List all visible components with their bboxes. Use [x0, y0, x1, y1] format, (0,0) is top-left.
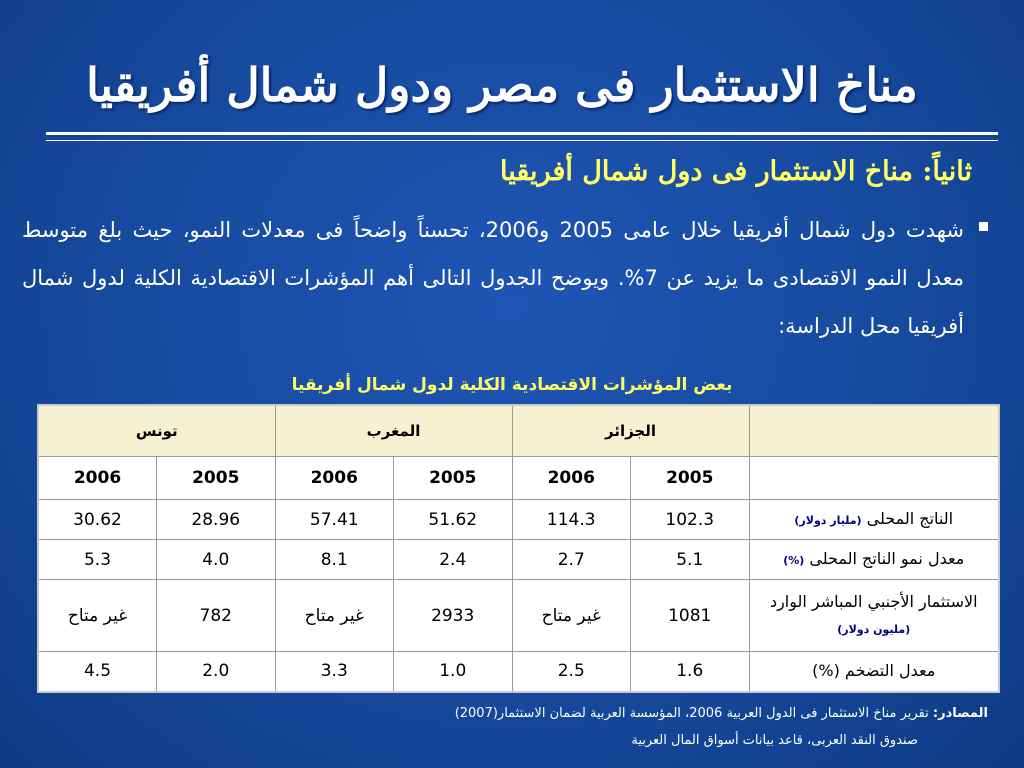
country-header-algeria: الجزائر — [512, 405, 749, 457]
table-cell: 4.5 — [38, 652, 157, 692]
row-unit: (%) — [783, 553, 805, 567]
table-cell: 28.96 — [157, 500, 276, 540]
table-caption: بعض المؤشرات الاقتصادية الكلية لدول شمال أفريقيا — [291, 375, 733, 395]
row-unit: (مليون دولار) — [837, 622, 911, 636]
source-note — [288, 700, 988, 754]
table-cell: 1081 — [631, 580, 750, 652]
year-empty-cell — [749, 457, 999, 500]
table-cell: 114.3 — [512, 500, 631, 540]
table-cell: 51.62 — [394, 500, 513, 540]
bullet-icon — [979, 222, 988, 231]
row-label — [749, 580, 999, 652]
row-label-text: الناتج المحلى — [866, 508, 954, 528]
country-header-tunisia: تونس — [38, 405, 275, 457]
table-cell: 1.6 — [631, 652, 750, 692]
year-cell: 2006 — [275, 457, 394, 500]
table-cell: غير متاح — [512, 580, 631, 652]
table-cell: 2933 — [394, 580, 513, 652]
year-cell: 2005 — [157, 457, 276, 500]
row-label-text: معدل التضخم (%) — [812, 661, 936, 681]
table-cell: 8.1 — [275, 540, 394, 580]
table-cell: 5.3 — [38, 540, 157, 580]
title-divider-thin — [46, 140, 998, 141]
source-label: المصادر: — [932, 706, 988, 721]
table-cell: 2.4 — [394, 540, 513, 580]
bullet-paragraph: شهدت دول شمال أفريقيا خلال عامى 2005 و2006، تحسناً واضحاً فى معدلات النمو، حيث بلغ متوسط معدل النمو الاقتصادى ما يزيد عن 7%. ويوضح الجدول التالى أهم المؤشرات الاقتصادية الكلية لدول شمال أفريقيا محل الدراسة: — [22, 218, 964, 338]
indicators-table — [37, 404, 1000, 693]
table-cell: 2.0 — [157, 652, 276, 692]
title-divider — [46, 132, 998, 135]
table-cell: 2.5 — [512, 652, 631, 692]
table-cell: 3.3 — [275, 652, 394, 692]
table-cell: 57.41 — [275, 500, 394, 540]
source-line-1: تقرير مناخ الاستثمار فى الدول العربية 2006، المؤسسة العربية لضمان الاستثمار(2007) — [454, 706, 929, 721]
row-label — [749, 652, 999, 692]
year-cell: 2005 — [631, 457, 750, 500]
table-year-row — [38, 457, 999, 500]
header-empty-cell — [749, 405, 999, 457]
table-cell: 30.62 — [38, 500, 157, 540]
table-cell: 102.3 — [631, 500, 750, 540]
row-label — [749, 500, 999, 540]
row-label-text: معدل نمو الناتج المحلى — [809, 548, 965, 568]
table-cell: غير متاح — [38, 580, 157, 652]
section-subtitle: ثانياً: مناخ الاستثمار فى دول شمال أفريقيا — [500, 156, 972, 187]
slide-title: مناخ الاستثمار فى مصر ودول شمال أفريقيا — [86, 58, 918, 112]
table-cell: 5.1 — [631, 540, 750, 580]
row-label-text: الاستثمار الأجنبي المباشر الوارد — [769, 591, 978, 611]
table-row-inflation — [38, 652, 999, 692]
row-unit: (مليار دولار) — [794, 513, 862, 527]
table-row-gdp-growth — [38, 540, 999, 580]
table-cell: 1.0 — [394, 652, 513, 692]
year-cell: 2006 — [512, 457, 631, 500]
table-cell: 2.7 — [512, 540, 631, 580]
country-header-morocco: المغرب — [275, 405, 512, 457]
table-cell: 4.0 — [157, 540, 276, 580]
source-line-2: صندوق النقد العربى، قاعد بيانات أسواق المال العربية — [631, 733, 918, 748]
row-label — [749, 540, 999, 580]
table-row-fdi — [38, 580, 999, 652]
year-cell: 2005 — [394, 457, 513, 500]
table-cell: 782 — [157, 580, 276, 652]
year-cell: 2006 — [38, 457, 157, 500]
table-header-row — [38, 405, 999, 457]
table-cell: غير متاح — [275, 580, 394, 652]
table-row-gdp — [38, 500, 999, 540]
